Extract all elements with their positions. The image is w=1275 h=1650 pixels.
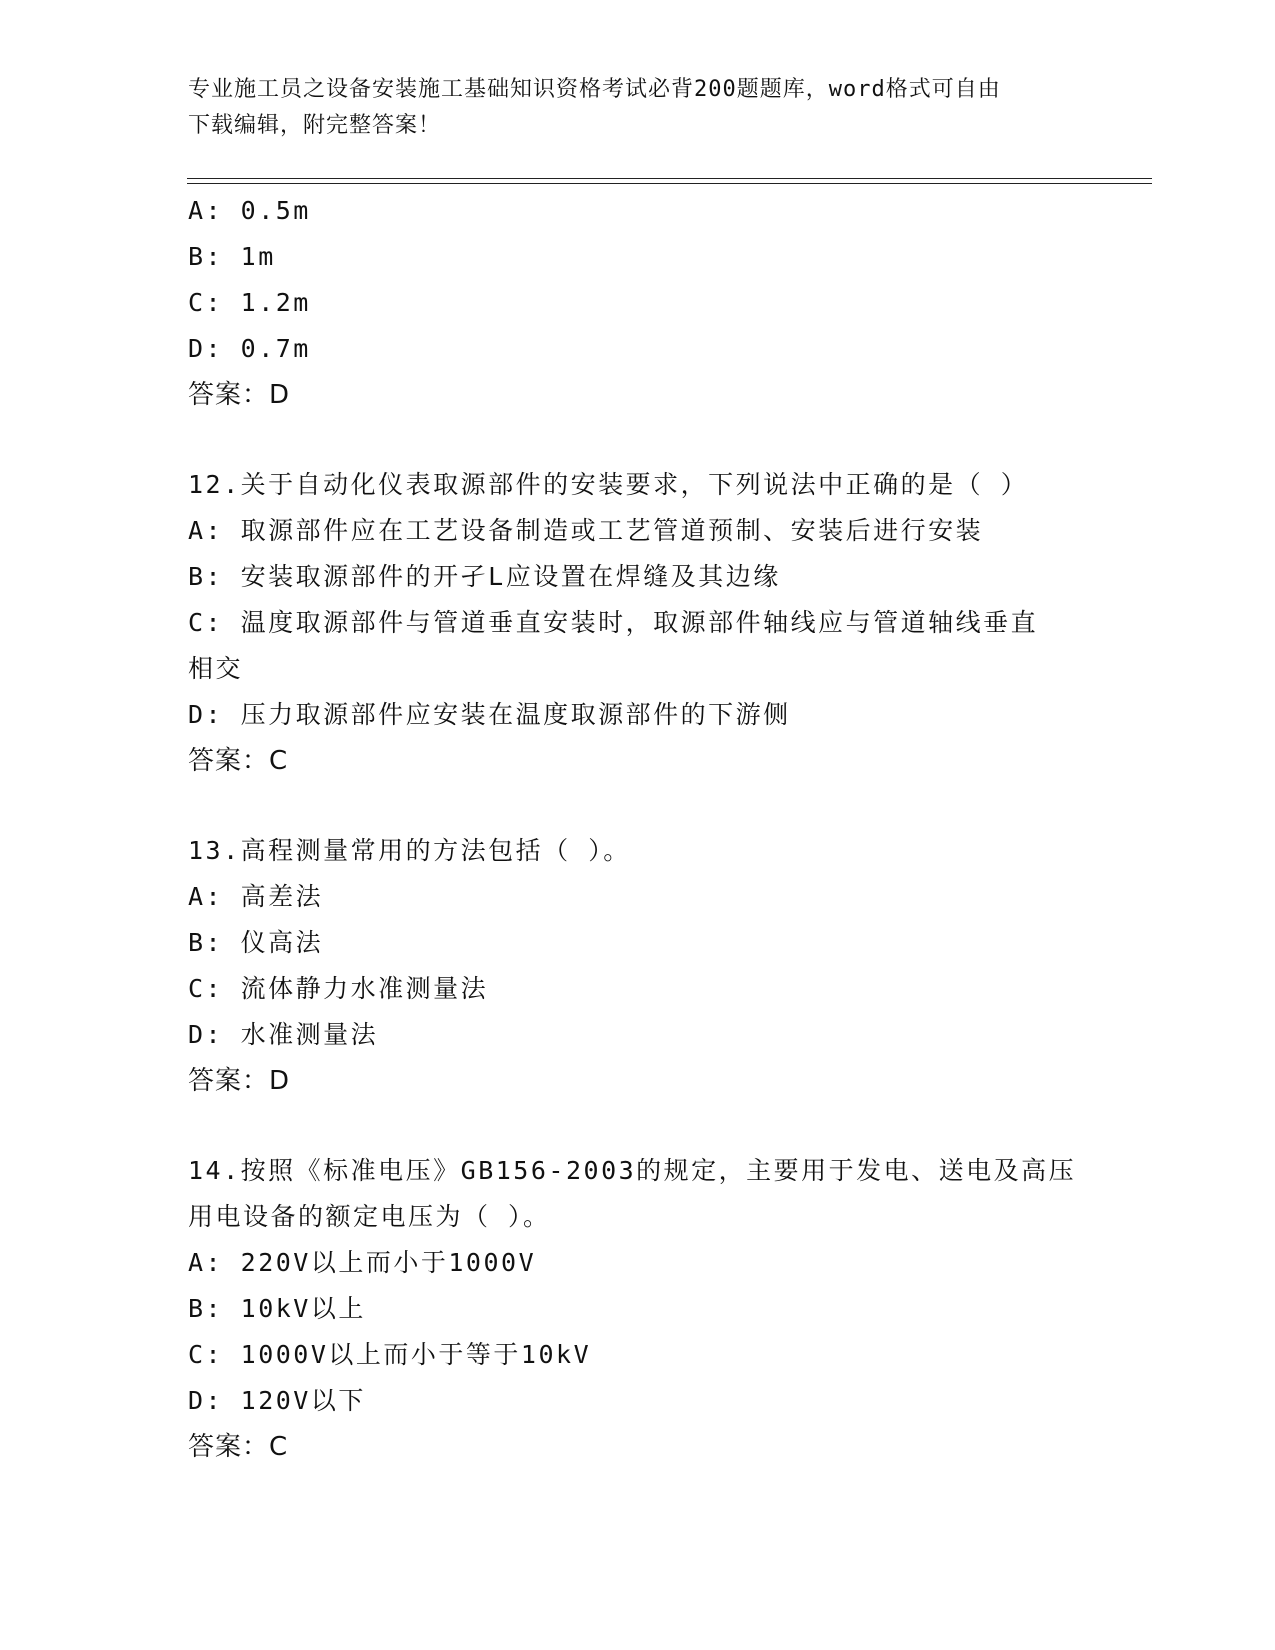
document-header [188,72,1088,144]
option-c: C: 流体静力水准测量法 [188,974,489,1003]
question-12 [188,462,1088,784]
question-stem: 12.关于自动化仪表取源部件的安装要求，下列说法中正确的是（ ） [188,470,1029,499]
question-stem-line-1: 14.按照《标准电压》GB156-2003的规定，主要用于发电、送电及高压 [188,1156,1077,1185]
option-d: D: 0.7m [188,334,311,363]
option-d: D: 水准测量法 [188,1020,379,1049]
question-14 [188,1148,1088,1470]
option-a: A: 取源部件应在工艺设备制造或工艺管道预制、安装后进行安装 [188,516,984,545]
answer: 答案：D [188,1066,291,1096]
option-c: C: 温度取源部件与管道垂直安装时，取源部件轴线应与管道轴线垂直 [188,608,1039,637]
option-b: B: 10kV以上 [188,1294,366,1323]
option-a: A: 0.5m [188,196,311,225]
option-b: B: 1m [188,242,276,271]
question-stem: 13.高程测量常用的方法包括（ ）。 [188,836,631,865]
option-a: A: 220V以上而小于1000V [188,1248,537,1277]
option-a: A: 高差法 [188,882,324,911]
question-stem-line-2: 用电设备的额定电压为（ ）。 [188,1202,551,1231]
answer: 答案：C [188,746,289,776]
spacer [188,418,1088,462]
header-divider-bottom [187,183,1152,184]
option-b: B: 安装取源部件的开孑L应设置在焊缝及其边缘 [188,562,781,591]
option-b: B: 仪高法 [188,928,324,957]
option-c-continued: 相交 [188,654,244,683]
header-title-line-1: 专业施工员之设备安装施工基础知识资格考试必背200题题库，word格式可自由 [188,77,1001,102]
header-divider-top [187,178,1152,179]
option-c: C: 1.2m [188,288,311,317]
option-d: D: 120V以下 [188,1386,366,1415]
question-list [188,188,1088,1470]
answer: 答案：C [188,1432,289,1462]
question-11-continued [188,188,1088,418]
spacer [188,1104,1088,1148]
question-13 [188,828,1088,1104]
header-title-line-2: 下载编辑，附完整答案！ [188,113,442,138]
option-d: D: 压力取源部件应安装在温度取源部件的下游侧 [188,700,791,729]
spacer [188,784,1088,828]
answer: 答案：D [188,380,291,410]
option-c: C: 1000V以上而小于等于10kV [188,1340,592,1369]
